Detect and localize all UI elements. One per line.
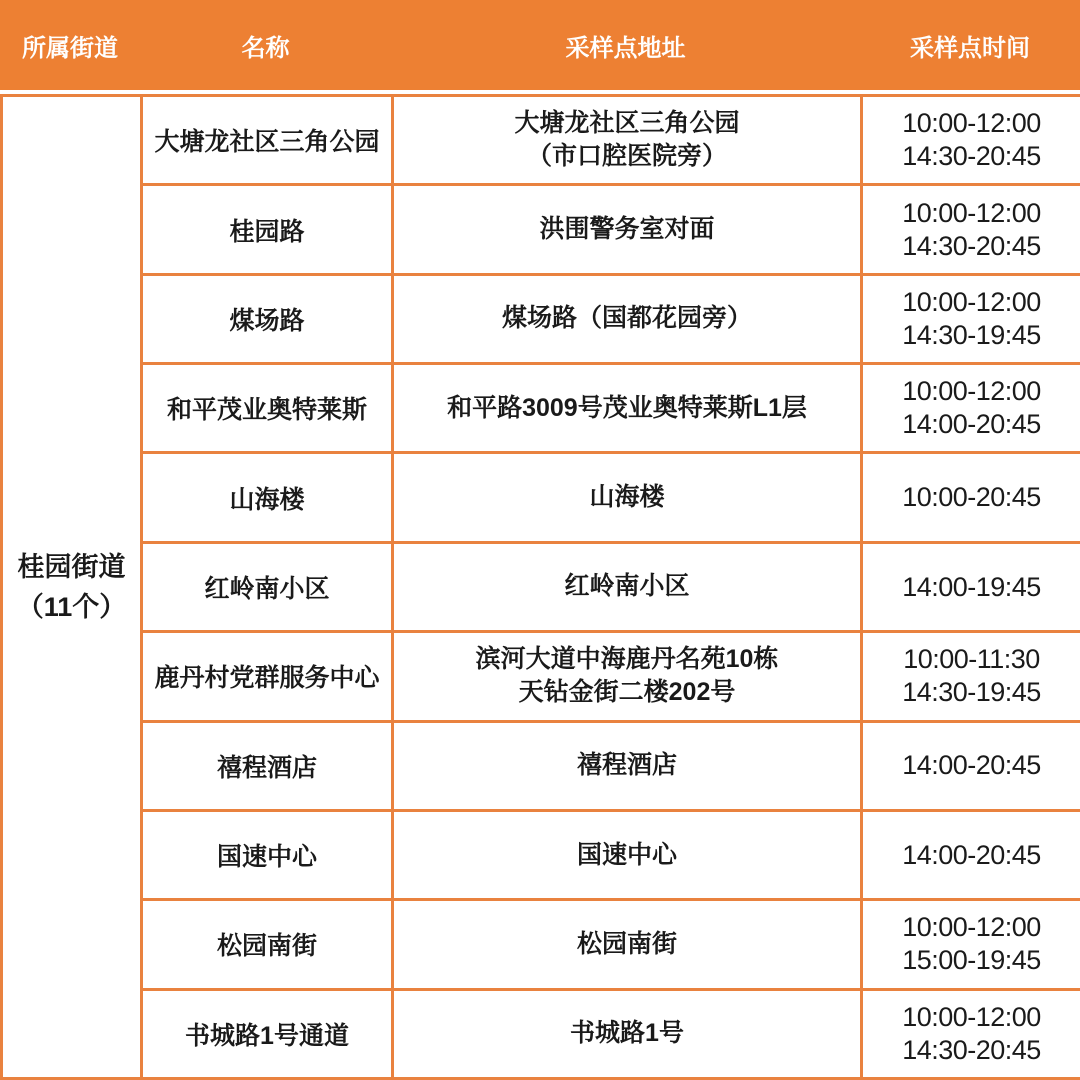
address-line-1: 国速中心 [576,840,677,869]
site-address-cell [393,632,862,721]
time-line-1: 10:00-12:00 [902,197,1041,228]
site-name-cell: 煤场路 [142,274,393,363]
table-row [2,96,1080,185]
time-line-1: 14:00-19:45 [902,571,1041,602]
site-time-cell [862,96,1080,185]
site-address-cell [393,185,862,274]
table-row [2,364,1080,453]
time-line-1: 10:00-12:00 [902,286,1041,317]
table-row [2,989,1080,1078]
time-line-1: 10:00-20:45 [902,482,1041,513]
site-time-cell [862,364,1080,453]
time-line-2: 14:30-19:45 [902,319,1041,350]
header-cell-time: 采样点时间 [910,34,1030,62]
address-line-1: 禧程酒店 [576,751,677,780]
table-row [2,632,1080,721]
street-group-name: 桂园街道 [17,551,126,582]
site-address-cell [393,989,862,1078]
site-time-cell [862,900,1080,989]
site-address-cell [393,274,862,363]
time-line-2: 14:30-20:45 [902,230,1041,261]
site-name-cell: 禧程酒店 [142,721,393,810]
time-line-1: 10:00-11:30 [903,644,1040,675]
site-address-cell [393,96,862,185]
table-row [2,542,1080,631]
site-name-cell: 大塘龙社区三角公园 [142,96,393,185]
site-address-cell [393,542,862,631]
address-line-1: 松园南街 [576,929,677,958]
site-name-cell: 和平茂业奥特莱斯 [142,364,393,453]
address-line-1: 煤场路（国都花园旁） [501,304,752,333]
header-cell-address: 采样点地址 [565,34,686,62]
time-line-1: 14:00-20:45 [902,750,1041,781]
address-line-2: （市口腔医院旁） [526,142,727,171]
table-row [2,185,1080,274]
address-line-1: 书城路1号 [570,1019,684,1048]
site-name-cell: 桂园路 [142,185,393,274]
site-time-cell [862,542,1080,631]
site-name-cell: 书城路1号通道 [142,989,393,1078]
address-line-1: 滨河大道中海鹿丹名苑10栋 [475,645,779,674]
site-address-cell [393,453,862,542]
site-time-cell [862,989,1080,1078]
site-name-cell: 鹿丹村党群服务中心 [142,632,393,721]
time-line-2: 14:30-19:45 [902,677,1041,708]
site-name-cell: 松园南街 [142,900,393,989]
time-line-1: 14:00-20:45 [902,839,1041,870]
time-line-1: 10:00-12:00 [902,108,1041,139]
site-name-cell: 山海楼 [142,453,393,542]
site-name-cell: 红岭南小区 [142,542,393,631]
site-time-cell [862,185,1080,274]
site-time-cell [862,810,1080,899]
time-line-2: 14:30-20:45 [902,1034,1041,1065]
site-time-cell [862,274,1080,363]
site-time-cell [862,453,1080,542]
time-line-2: 14:00-20:45 [902,409,1041,440]
address-line-2: 天钻金街二楼202号 [518,678,736,707]
address-line-1: 山海楼 [589,483,665,512]
street-group-count: （11个） [16,592,127,622]
header-cell-name: 名称 [241,34,290,62]
header-cell-street: 所属街道 [22,34,118,62]
site-time-cell [862,632,1080,721]
site-time-cell [862,721,1080,810]
time-line-2: 14:30-20:45 [902,141,1041,172]
address-line-1: 红岭南小区 [564,572,690,601]
time-line-1: 10:00-12:00 [902,376,1041,407]
time-line-1: 10:00-12:00 [902,1001,1041,1032]
site-name-cell: 国速中心 [142,810,393,899]
time-line-1: 10:00-12:00 [902,912,1041,943]
table-row [2,721,1080,810]
address-line-1: 大塘龙社区三角公园 [514,109,740,138]
sampling-sites-table [0,94,1080,1080]
table-header-row [0,0,1080,90]
address-line-1: 洪围警务室对面 [539,215,715,244]
street-group-cell [2,96,142,1079]
table-row [2,453,1080,542]
site-address-cell [393,364,862,453]
site-address-cell [393,721,862,810]
table-row [2,810,1080,899]
table-row [2,900,1080,989]
site-address-cell [393,810,862,899]
address-line-1: 和平路3009号茂业奥特莱斯L1层 [447,393,807,422]
table-row [2,274,1080,363]
time-line-2: 15:00-19:45 [902,945,1041,976]
site-address-cell [393,900,862,989]
